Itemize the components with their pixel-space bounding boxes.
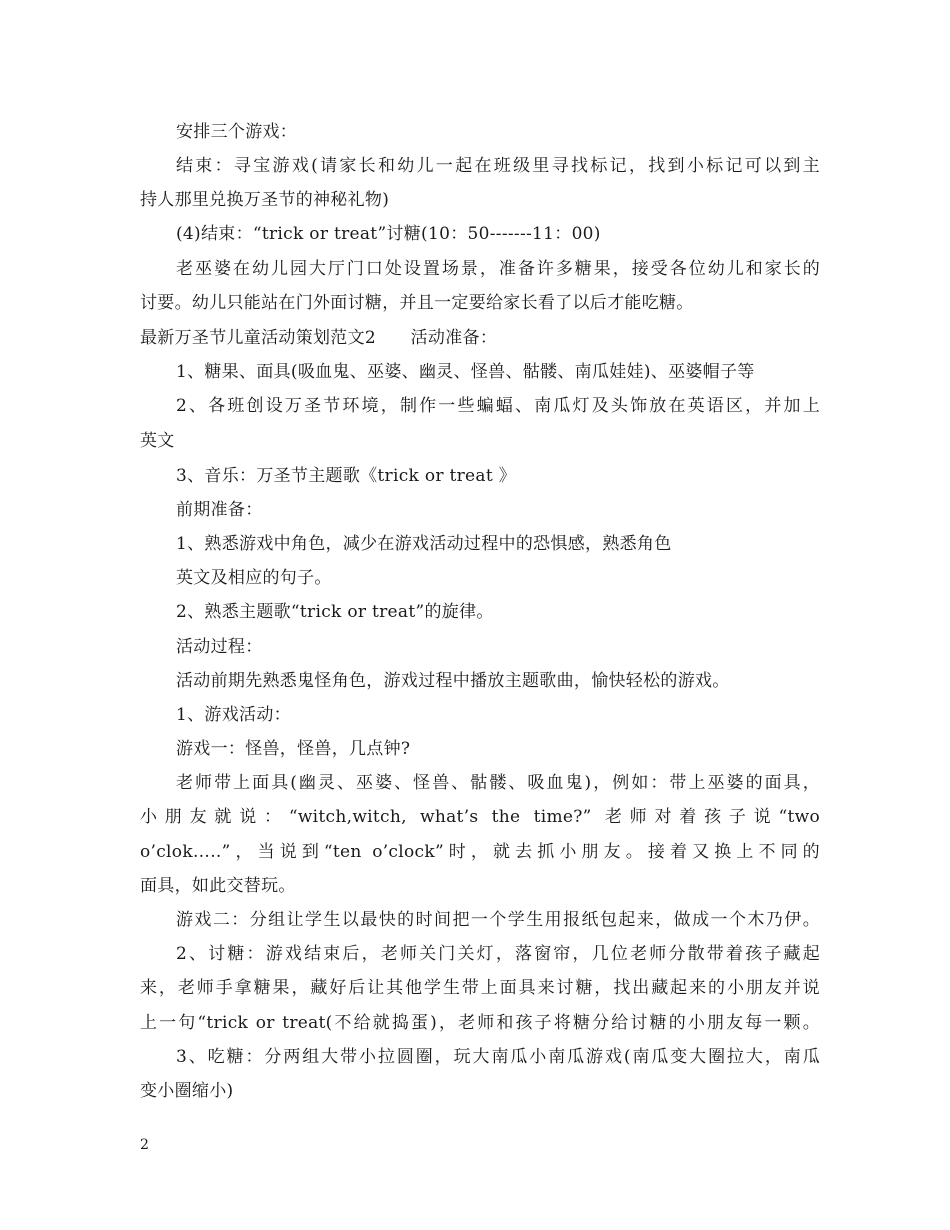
text-line: 面具，如此交替玩。 bbox=[140, 876, 296, 896]
text-line: 2、讨糖：游戏结束后，老师关门关灯，落窗帘，几位老师分散带着孩子藏起 bbox=[176, 944, 820, 964]
page-number: 2 bbox=[140, 1137, 149, 1153]
text-line: 小朋友就说：“witch,witch, what’s the time?” 老师对着孩子说“two bbox=[140, 807, 820, 827]
text-line: 英文 bbox=[140, 431, 175, 451]
text-line: (4)结束：“trick or treat”讨糖(10：50-------11：00) bbox=[176, 224, 601, 244]
text-line: 安排三个游戏： bbox=[176, 122, 298, 142]
text-line: 持人那里兑换万圣节的神秘礼物) bbox=[140, 190, 390, 210]
text-line: 活动前期先熟悉鬼怪角色，游戏过程中播放主题歌曲，愉快轻松的游戏。 bbox=[176, 671, 730, 691]
text-line: 老师带上面具(幽灵、巫婆、怪兽、骷髅、吸血鬼)，例如：带上巫婆的面具， bbox=[176, 773, 820, 793]
text-line: 1、糖果、面具(吸血鬼、巫婆、幽灵、怪兽、骷髅、南瓜娃娃)、巫婆帽子等 bbox=[176, 362, 755, 382]
text-line: 老巫婆在幼儿园大厅门口处设置场景，准备许多糖果，接受各位幼儿和家长的 bbox=[176, 259, 820, 279]
text-line: 活动过程： bbox=[176, 637, 263, 657]
text-line: 3、音乐：万圣节主题歌《trick or treat 》 bbox=[176, 466, 516, 486]
text-line: 游戏一：怪兽，怪兽，几点钟? bbox=[176, 739, 411, 759]
text-line: 2、熟悉主题歌“trick or treat”的旋律。 bbox=[176, 602, 494, 622]
text-line: 2、各班创设万圣节环境，制作一些蝙蝠、南瓜灯及头饰放在英语区，并加上 bbox=[176, 396, 820, 416]
text-line: 讨要。幼儿只能站在门外面讨糖，并且一定要给家长看了以后才能吃糖。 bbox=[140, 293, 694, 313]
section-heading: 最新万圣节儿童活动策划范文2 活动准备： bbox=[140, 328, 498, 348]
text-line: o’clok…..”，当说到“ten o’clock”时，就去抓小朋友。接着又换上不同的 bbox=[140, 842, 820, 862]
text-line: 1、游戏活动： bbox=[176, 705, 291, 725]
text-line: 上一句“trick or treat(不给就捣蛋)，老师和孩子将糖分给讨糖的小朋友每一颗。 bbox=[140, 1013, 820, 1033]
text-line: 游戏二：分组让学生以最快的时间把一个学生用报纸包起来，做成一个木乃伊。 bbox=[176, 910, 820, 930]
text-line: 结束：寻宝游戏(请家长和幼儿一起在班级里寻找标记，找到小标记可以到主 bbox=[176, 156, 820, 176]
text-line: 1、熟悉游戏中角色，减少在游戏活动过程中的恐惧感，熟悉角色 bbox=[176, 534, 672, 554]
text-line: 英文及相应的句子。 bbox=[176, 568, 332, 588]
text-line: 来，老师手拿糖果，藏好后让其他学生带上面具来讨糖，找出藏起来的小朋友并说 bbox=[140, 978, 820, 998]
text-line: 变小圈缩小) bbox=[140, 1081, 234, 1101]
text-line: 3、吃糖：分两组大带小拉圆圈，玩大南瓜小南瓜游戏(南瓜变大圈拉大，南瓜 bbox=[176, 1047, 820, 1067]
text-line: 前期准备： bbox=[176, 500, 263, 520]
